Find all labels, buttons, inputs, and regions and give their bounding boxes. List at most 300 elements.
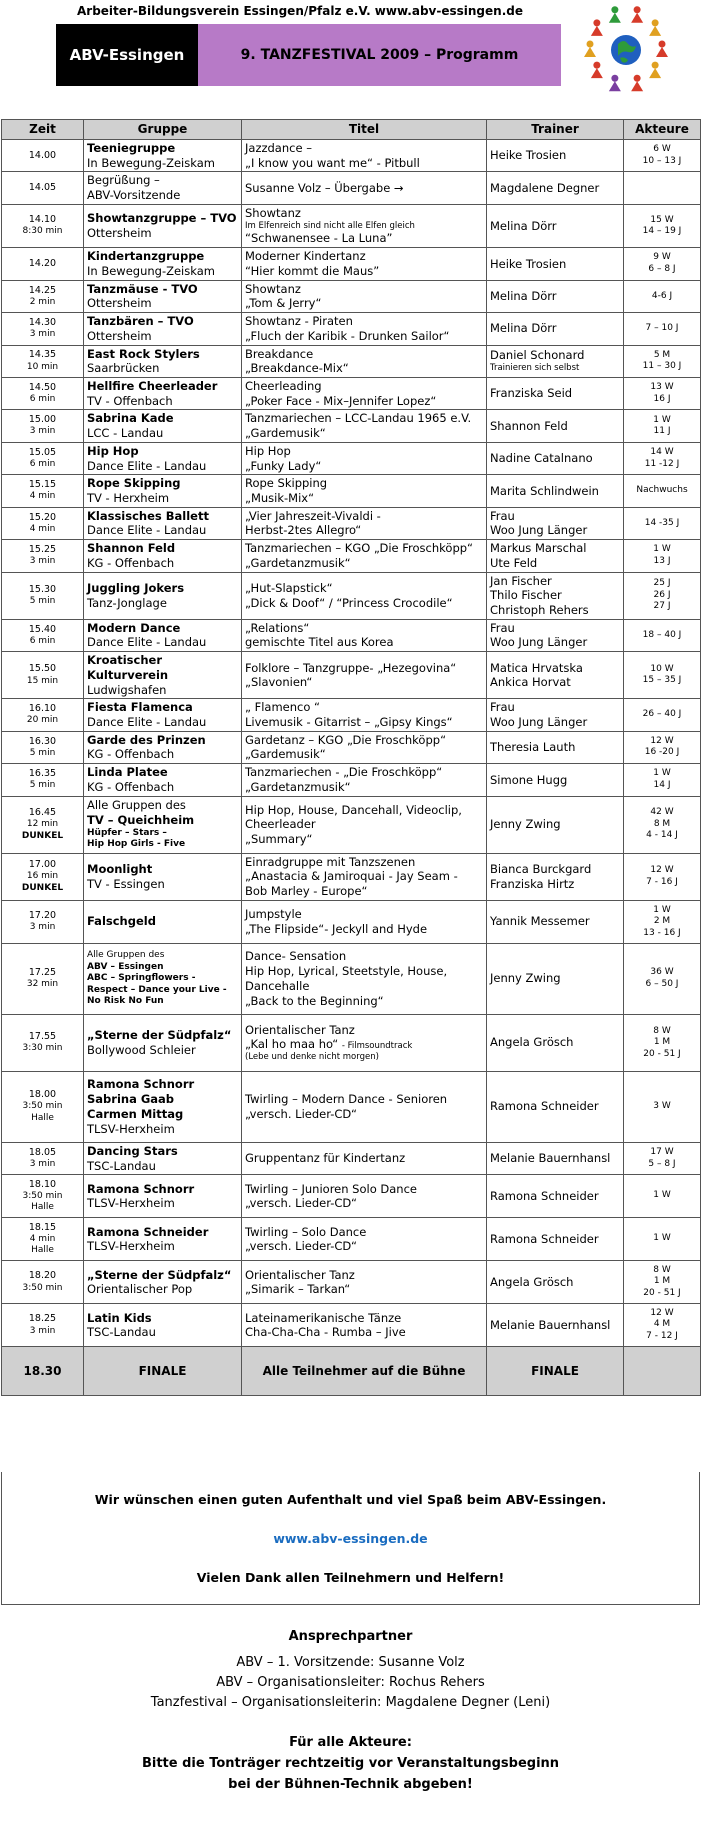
akteure-line: 10 W (650, 663, 674, 674)
trainer-cell (487, 248, 624, 280)
table-row (2, 280, 701, 312)
title-line: Folklore – Tanzgruppe- „Hezegovina“ (245, 660, 457, 675)
group-line: Dance Elite - Landau (87, 523, 207, 538)
trainer-cell (487, 572, 624, 619)
time-line: DUNKEL (21, 830, 64, 841)
title-line: „Anastacia & Jamiroquai - Jay Seam - (245, 869, 458, 884)
akteure-cell (624, 1261, 701, 1304)
finale-trainer: FINALE (487, 1347, 624, 1396)
title-line: Rope Skipping (245, 476, 328, 491)
akteure-line: 10 – 13 J (642, 155, 682, 166)
title-line: Cheerleader (245, 817, 316, 832)
title-line: Showtanz - Piraten (245, 314, 353, 329)
group-line: Linda Platee (87, 765, 168, 780)
title-line: „Funky Lady“ (245, 458, 322, 473)
title-cell (242, 1014, 487, 1071)
table-row (2, 313, 701, 345)
title-note: - Filmsoundtrack (341, 1041, 413, 1052)
time-line: 16.45 (28, 807, 57, 819)
trainer-cell (487, 652, 624, 699)
time-line: 17.00 (28, 859, 57, 871)
group-line: KG - Offenbach (87, 747, 175, 762)
group-line: Modern Dance (87, 620, 181, 635)
title-line: gemischte Titel aus Korea (245, 635, 394, 650)
group-cell (84, 652, 242, 699)
title-line: Twirling – Solo Dance (245, 1224, 367, 1239)
time-cell (2, 1071, 84, 1142)
time-cell (2, 1304, 84, 1347)
group-line: In Bewegung-Zeiskam (87, 263, 215, 278)
time-line: 17.25 (28, 966, 57, 978)
akteure-cell (624, 280, 701, 312)
trainer-cell (487, 1175, 624, 1218)
title-line: Jazzdance – (245, 141, 312, 155)
time-cell (2, 280, 84, 312)
title-cell (242, 475, 487, 507)
time-line: 14.35 (28, 349, 57, 361)
akteure-line: 11 J (653, 426, 671, 437)
finale-akteure (624, 1347, 701, 1396)
akteure-line: 2 M (653, 916, 671, 927)
trainer-line: Ramona Schneider (490, 1231, 599, 1246)
trainer-line: Matica Hrvatska (490, 660, 583, 675)
title-cell (242, 619, 487, 651)
group-line: Garde des Prinzen (87, 732, 206, 747)
trainer-line: Yannik Messemer (490, 914, 590, 929)
title-line: (Lebe und denke nicht morgen) (245, 1052, 379, 1063)
title-line: Susanne Volz – Übergabe → (245, 180, 404, 195)
akteure-line: 4 M (653, 1319, 671, 1330)
akteure-line: 42 W (650, 807, 674, 818)
akteure-line: 36 W (650, 967, 674, 978)
contacts-heading: Ansprechpartner (288, 1629, 413, 1644)
time-line: 18.20 (28, 1270, 57, 1282)
trainer-line: Jenny Zwing (490, 971, 561, 986)
time-line: 16.30 (28, 735, 57, 747)
time-line: DUNKEL (21, 882, 64, 893)
time-cell (2, 764, 84, 796)
trainer-line: Frau (490, 700, 515, 715)
trainer-line: Shannon Feld (490, 418, 568, 433)
time-line: 14.20 (28, 257, 57, 269)
trainer-cell (487, 410, 624, 442)
title-line: “Hier kommt die Maus” (245, 263, 380, 278)
group-cell (84, 900, 242, 943)
title-line: Tanzmariechen - „Die Froschköpp“ (245, 765, 443, 780)
time-cell (2, 652, 84, 699)
time-cell (2, 540, 84, 572)
trainer-line: Woo Jung Länger (490, 635, 588, 650)
time-line: 16.10 (28, 703, 57, 715)
time-cell (2, 410, 84, 442)
akteure-line: 20 - 51 J (643, 1287, 681, 1298)
group-line: Kindertanzgruppe (87, 249, 205, 264)
title-line: „Simarik – Tarkan“ (245, 1282, 351, 1297)
time-cell (2, 900, 84, 943)
finale-row (2, 1347, 701, 1396)
group-line: Falschgeld (87, 914, 156, 929)
group-cell (84, 248, 242, 280)
time-cell (2, 475, 84, 507)
group-cell (84, 140, 242, 172)
trainer-cell (487, 1142, 624, 1174)
table-row (2, 652, 701, 699)
time-cell (2, 204, 84, 247)
group-line: Alle Gruppen des (87, 949, 165, 960)
akteure-cell (624, 172, 701, 204)
time-line: 14.25 (28, 284, 57, 296)
akteure-cell (624, 377, 701, 409)
akteure-line: 1 W (653, 1233, 671, 1244)
group-line: Carmen Mittag (87, 1106, 184, 1121)
group-line: Teeniegruppe (87, 141, 176, 155)
trainer-cell (487, 619, 624, 651)
table-row (2, 248, 701, 280)
time-line: 6 min (29, 458, 56, 469)
akteure-line: 26 – 40 J (642, 709, 682, 720)
akteure-cell (624, 853, 701, 900)
group-line: TLSV-Herxheim (87, 1196, 175, 1211)
title-line: „Hut-Slapstick“ (245, 580, 333, 595)
akteure-line: 5 M (653, 349, 671, 360)
trainer-line: Frau (490, 620, 515, 635)
time-cell (2, 731, 84, 763)
group-line: Hüpfer – Stars – (87, 827, 167, 838)
akteure-line: 13 - 16 J (643, 927, 681, 938)
time-cell (2, 943, 84, 1014)
time-line: 15.30 (28, 583, 57, 595)
group-cell (84, 540, 242, 572)
title-cell (242, 1142, 487, 1174)
group-cell (84, 345, 242, 377)
title-cell (242, 572, 487, 619)
akteure-line: 25 J (653, 578, 671, 589)
akteure-line: Nachwuchs (636, 485, 688, 496)
akteure-line: 1 W (653, 904, 671, 915)
short-name-banner: ABV-Essingen (56, 24, 198, 86)
time-line: 3:50 min (22, 1190, 63, 1201)
trainer-line: Frau (490, 508, 515, 523)
akteure-cell (624, 900, 701, 943)
website-link[interactable]: www.abv-essingen.de (273, 1531, 428, 1546)
akteure-line: 14 W (650, 447, 674, 458)
title-line: Hip Hop (245, 443, 291, 458)
title-cell (242, 731, 487, 763)
time-line: 3 min (29, 1325, 56, 1336)
time-cell (2, 140, 84, 172)
akteure-line: 7 - 16 J (646, 876, 678, 887)
time-cell (2, 345, 84, 377)
trainer-line: Nadine Catalnano (490, 451, 593, 466)
trainer-line: Angela Grösch (490, 1274, 574, 1289)
group-line: TSC-Landau (87, 1158, 156, 1173)
table-row (2, 1218, 701, 1261)
table-row (2, 1261, 701, 1304)
group-cell (84, 853, 242, 900)
table-row (2, 172, 701, 204)
akteure-line: 6 – 50 J (645, 978, 679, 989)
table-row (2, 943, 701, 1014)
akteure-cell (624, 442, 701, 474)
time-line: 4 min (29, 491, 56, 502)
time-cell (2, 377, 84, 409)
title-line: Herbst-2tes Allegro“ (245, 523, 362, 538)
akteure-cell (624, 248, 701, 280)
title-line: „Gardetanzmusik“ (245, 779, 351, 794)
akteure-cell (624, 652, 701, 699)
group-cell (84, 1142, 242, 1174)
time-line: 15.20 (28, 511, 57, 523)
time-cell (2, 699, 84, 731)
time-line: 18.15 (28, 1221, 57, 1233)
time-line: 3:50 min (22, 1282, 63, 1293)
time-line: 12 min (26, 819, 59, 830)
group-line: Ludwigshafen (87, 682, 167, 697)
title-main: „Kal ho maa ho“ (245, 1037, 342, 1052)
trainer-cell (487, 140, 624, 172)
title-cell (242, 1218, 487, 1261)
time-line: 18.10 (28, 1178, 57, 1190)
time-line: 18.05 (28, 1146, 57, 1158)
time-line: 14.50 (28, 381, 57, 393)
time-line: Halle (31, 1202, 54, 1213)
akteure-cell (624, 345, 701, 377)
trainer-cell (487, 507, 624, 539)
title-line: „Breakdance-Mix“ (245, 361, 349, 376)
akteure-line: 1 W (653, 768, 671, 779)
group-line: Kulturverein (87, 667, 169, 682)
trainer-line: Trainieren sich selbst (490, 363, 580, 374)
title-line: Orientalischer Tanz (245, 1267, 355, 1282)
trainer-cell (487, 1261, 624, 1304)
title-cell (242, 410, 487, 442)
title-line: „Vier Jahreszeit-Vivaldi - (245, 508, 381, 523)
akteure-cell (624, 619, 701, 651)
title-cell (242, 377, 487, 409)
group-cell (84, 1218, 242, 1261)
time-cell (2, 853, 84, 900)
akteure-line: 9 W (653, 252, 671, 263)
title-line: „Gardetanzmusik“ (245, 555, 351, 570)
group-line: Ottersheim (87, 226, 152, 241)
time-cell (2, 1142, 84, 1174)
closing-thanks: Vielen Dank allen Teilnehmern und Helfern! (196, 1570, 505, 1585)
time-line: 4 min (29, 1233, 56, 1244)
group-cell (84, 280, 242, 312)
table-row (2, 442, 701, 474)
trainer-cell (487, 345, 624, 377)
trainer-line: Melina Dörr (490, 321, 557, 336)
table-row (2, 140, 701, 172)
trainer-line: Melanie Bauernhansl (490, 1151, 611, 1166)
group-line: Showtanzgruppe – TVO (87, 211, 237, 226)
title-line: Dancehalle (245, 978, 310, 993)
akteure-line: 1 W (653, 544, 671, 555)
title-cell (242, 943, 487, 1014)
akteure-cell (624, 540, 701, 572)
group-cell (84, 377, 242, 409)
group-line: „Sterne der Südpfalz“ (87, 1267, 232, 1282)
trainer-line: Ramona Schneider (490, 1099, 599, 1114)
title-line: Gruppentanz für Kindertanz (245, 1151, 406, 1166)
akteure-line: 11 – 30 J (642, 361, 682, 372)
time-line: 5 min (29, 595, 56, 606)
note-line: Bitte die Tonträger rechtzeitig vor Veranstaltungsbeginn (141, 1756, 560, 1771)
title-line: Jumpstyle (245, 907, 302, 922)
akteure-cell (624, 1304, 701, 1347)
akteure-cell (624, 796, 701, 853)
akteure-line: 6 – 8 J (648, 263, 676, 274)
time-cell (2, 313, 84, 345)
time-line: 20 min (26, 715, 59, 726)
trainer-cell (487, 900, 624, 943)
group-line: TV - Essingen (87, 876, 165, 891)
group-line: Alle Gruppen des (87, 798, 186, 813)
akteure-line: 4-6 J (651, 290, 673, 301)
time-cell (2, 507, 84, 539)
akteure-line: 14 – 19 J (642, 226, 682, 237)
table-row (2, 1175, 701, 1218)
trainer-line: Markus Marschal (490, 541, 587, 556)
trainer-line: Magdalene Degner (490, 180, 600, 195)
akteure-line: 1 M (653, 1276, 671, 1287)
title-line: Moderner Kindertanz (245, 249, 366, 264)
akteure-line: 15 W (650, 214, 674, 225)
akteure-line: 3 W (653, 1101, 671, 1112)
group-cell (84, 764, 242, 796)
akteure-cell (624, 1014, 701, 1071)
group-cell (84, 1304, 242, 1347)
akteure-cell (624, 943, 701, 1014)
akteure-cell (624, 1071, 701, 1142)
akteure-cell (624, 1218, 701, 1261)
time-line: 14.00 (28, 149, 57, 161)
trainer-line: Melina Dörr (490, 288, 557, 303)
title-line: „Summary“ (245, 831, 313, 846)
akteure-cell (624, 140, 701, 172)
time-line: 16.35 (28, 768, 57, 780)
akteure-line: 6 W (653, 144, 671, 155)
table-row (2, 731, 701, 763)
trainer-line: Jan Fischer (490, 573, 552, 588)
time-line: 5 min (29, 780, 56, 791)
trainer-line: Franziska Seid (490, 386, 573, 401)
title-cell (242, 900, 487, 943)
title-line: Bob Marley - Europe“ (245, 884, 368, 899)
program-table (1, 119, 701, 1396)
table-row (2, 410, 701, 442)
group-line: Bollywood Schleier (87, 1042, 196, 1057)
trainer-cell (487, 172, 624, 204)
group-line: ABV-Vorsitzende (87, 188, 181, 203)
time-line: 15 min (26, 675, 59, 686)
time-cell (2, 248, 84, 280)
finale-group: FINALE (84, 1347, 242, 1396)
trainer-cell (487, 204, 624, 247)
title-cell (242, 1304, 487, 1347)
akteure-line: 1 W (653, 1190, 671, 1201)
title-line: „Tom & Jerry“ (245, 296, 322, 311)
group-cell (84, 1261, 242, 1304)
title-line: Showtanz (245, 281, 301, 296)
trainer-line: Bianca Burckgard (490, 861, 592, 876)
title-line: „ Flamenco “ (245, 700, 321, 715)
group-line: Hip Hop Girls - Five (87, 839, 186, 850)
time-line: 5 min (29, 747, 56, 758)
title-line: „I know you want me“ - Pitbull (245, 155, 420, 170)
akteure-line: 26 J (653, 589, 671, 600)
title-line: „Gardemusik“ (245, 747, 326, 762)
group-line: Klassisches Ballett (87, 508, 209, 523)
trainer-line: Christoph Rehers (490, 603, 589, 617)
contact-line: ABV – Organisationsleiter: Rochus Rehers (216, 1675, 485, 1690)
table-header-row (2, 120, 701, 140)
time-line: 14.30 (28, 316, 57, 328)
group-line: Sabrina Gaab (87, 1092, 175, 1107)
akteure-cell (624, 313, 701, 345)
akteure-line: 5 – 8 J (648, 1158, 676, 1169)
trainer-cell (487, 1071, 624, 1142)
group-cell (84, 943, 242, 1014)
akteure-cell (624, 204, 701, 247)
table-row (2, 619, 701, 651)
time-line: 3 min (29, 426, 56, 437)
note-title: Für alle Akteure: (289, 1735, 412, 1750)
akteure-line: 4 - 14 J (646, 830, 678, 841)
title-cell (242, 507, 487, 539)
time-line: 15.05 (28, 446, 57, 458)
akteure-line: 12 W (650, 1307, 674, 1318)
akteure-cell (624, 410, 701, 442)
akteure-line: 18 – 40 J (642, 629, 682, 640)
group-line: Respect – Dance your Live - (87, 984, 227, 995)
time-line: Halle (31, 1112, 54, 1123)
trainer-cell (487, 313, 624, 345)
group-cell (84, 1071, 242, 1142)
contact-line: ABV – 1. Vorsitzende: Susanne Volz (236, 1655, 465, 1670)
akteure-line: 12 W (650, 735, 674, 746)
akteure-cell (624, 731, 701, 763)
table-row (2, 1142, 701, 1174)
dancers-globe-logo (574, 0, 678, 104)
group-line: TLSV-Herxheim (87, 1239, 175, 1254)
group-cell (84, 172, 242, 204)
time-line: 6 min (29, 635, 56, 646)
table-row (2, 345, 701, 377)
trainer-line: Woo Jung Länger (490, 715, 588, 730)
time-line: 15.15 (28, 479, 57, 491)
trainer-line: Heike Trosien (490, 148, 567, 163)
table-row (2, 764, 701, 796)
table-row (2, 572, 701, 619)
title-line: “Schwanensee - La Luna” (245, 231, 393, 246)
group-line: KG - Offenbach (87, 779, 175, 794)
table-row (2, 507, 701, 539)
title-cell (242, 652, 487, 699)
group-line: Dance Elite - Landau (87, 458, 207, 473)
group-cell (84, 507, 242, 539)
time-line: 3 min (29, 1158, 56, 1169)
title-cell (242, 796, 487, 853)
trainer-line: Daniel Schonard (490, 348, 585, 363)
time-cell (2, 1175, 84, 1218)
akteure-cell (624, 572, 701, 619)
group-cell (84, 1175, 242, 1218)
time-line: 15.25 (28, 544, 57, 555)
table-row (2, 699, 701, 731)
title-line: „versch. Lieder-CD“ (245, 1196, 357, 1211)
festival-title: 9. TANZFESTIVAL 2009 – Programm (198, 24, 561, 86)
